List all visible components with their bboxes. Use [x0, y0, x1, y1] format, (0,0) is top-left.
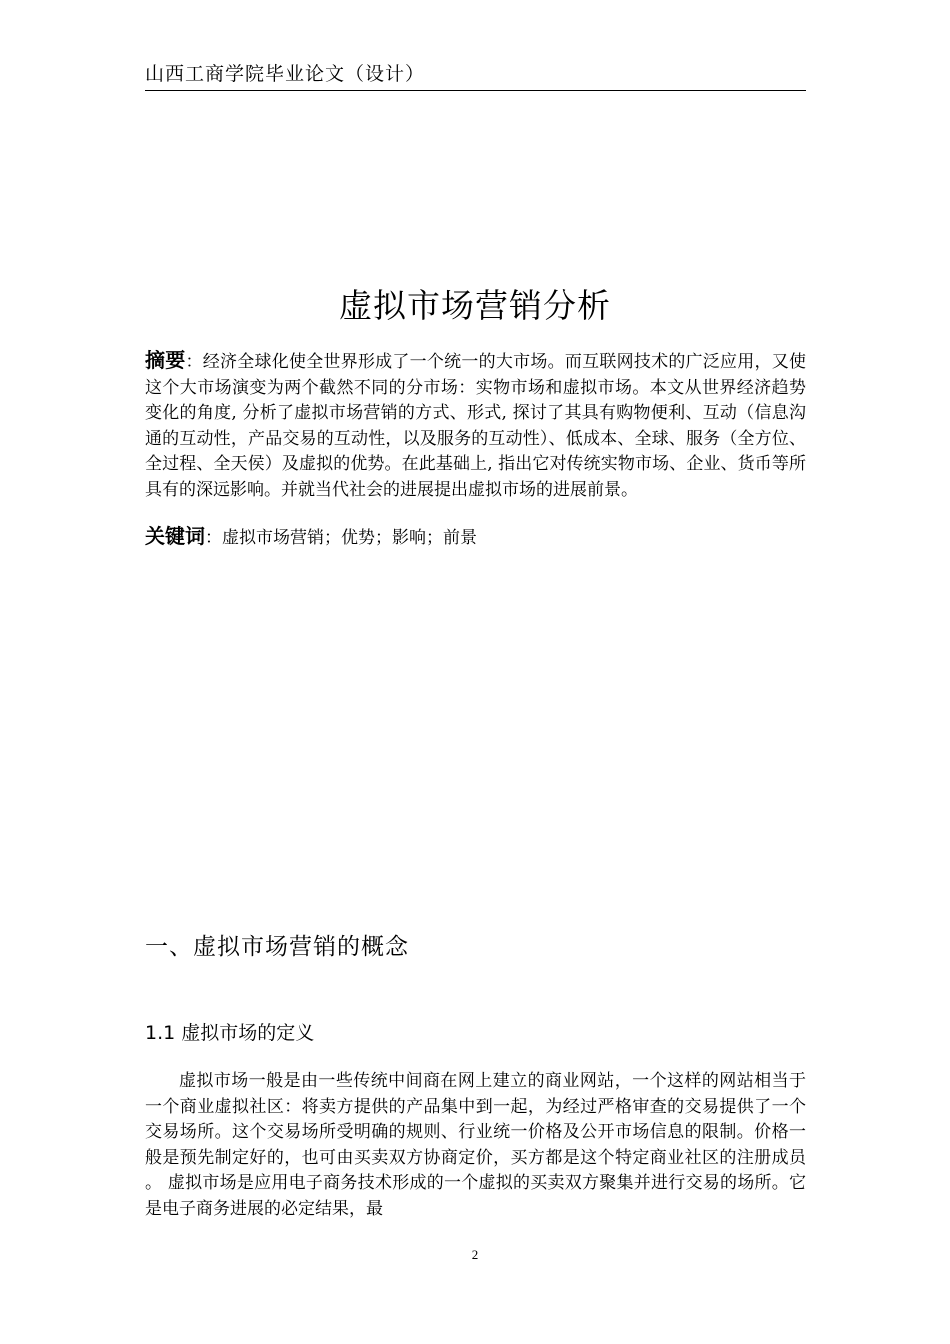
abstract-label: 摘要: [145, 348, 186, 372]
keywords-separator: ：: [205, 528, 222, 548]
subsection-heading: 1.1 虚拟市场的定义: [145, 1022, 315, 1044]
section-heading: 一、虚拟市场营销的概念: [145, 934, 409, 960]
keywords-line: [145, 523, 806, 551]
body-paragraph: 虚拟市场一般是由一些传统中间商在网上建立的商业网站，一个这样的网站相当于一个商业虚拟社区：将卖方提供的产品集中到一起，为经过严格审查的交易提供了一个交易场所。这个交易场所受明确的规则、行业统一价格及公开市场信息的限制。价格一般是预先制定好的，也可由买卖双方协商定价，买方都是这个特定商业社区的注册成员 。 虚拟市场是应用电子商务技术形成的一个虚拟的买卖双方聚集并进行交易的场所。它是电子商务进展的必定结果，最: [145, 1071, 806, 1219]
abstract-text: 经济全球化使全世界形成了一个统一的大市场。而互联网技术的广泛应用，又使这个大市场演变为两个截然不同的分市场：实物市场和虚拟市场。本文从世界经济趋势变化的角度, 分析了虚拟市场营销的方式、形式, 探讨了其具有购物便利、互动（信息沟通的互动性，产品交易的互动性，以及服务的互动性）、低成本、全球、服务（全方位、全过程、全天侯）及虚拟的优势。在此基础上, 指出它对传统实物市场、企业、货币等所具有的深远影响。并就当代社会的进展提出虚拟市场的进展前景。: [145, 352, 807, 500]
abstract-paragraph: [145, 348, 806, 503]
page-header: [145, 62, 806, 91]
page-number: 2: [471, 1247, 479, 1262]
document-title: 虚拟市场营销分析: [339, 286, 611, 325]
abstract-separator: ：: [185, 352, 203, 372]
keywords-label: 关键词: [145, 524, 205, 548]
keywords-text: 虚拟市场营销；优势；影响；前景: [222, 528, 477, 548]
header-text: 山西工商学院毕业论文（设计）: [145, 63, 426, 85]
